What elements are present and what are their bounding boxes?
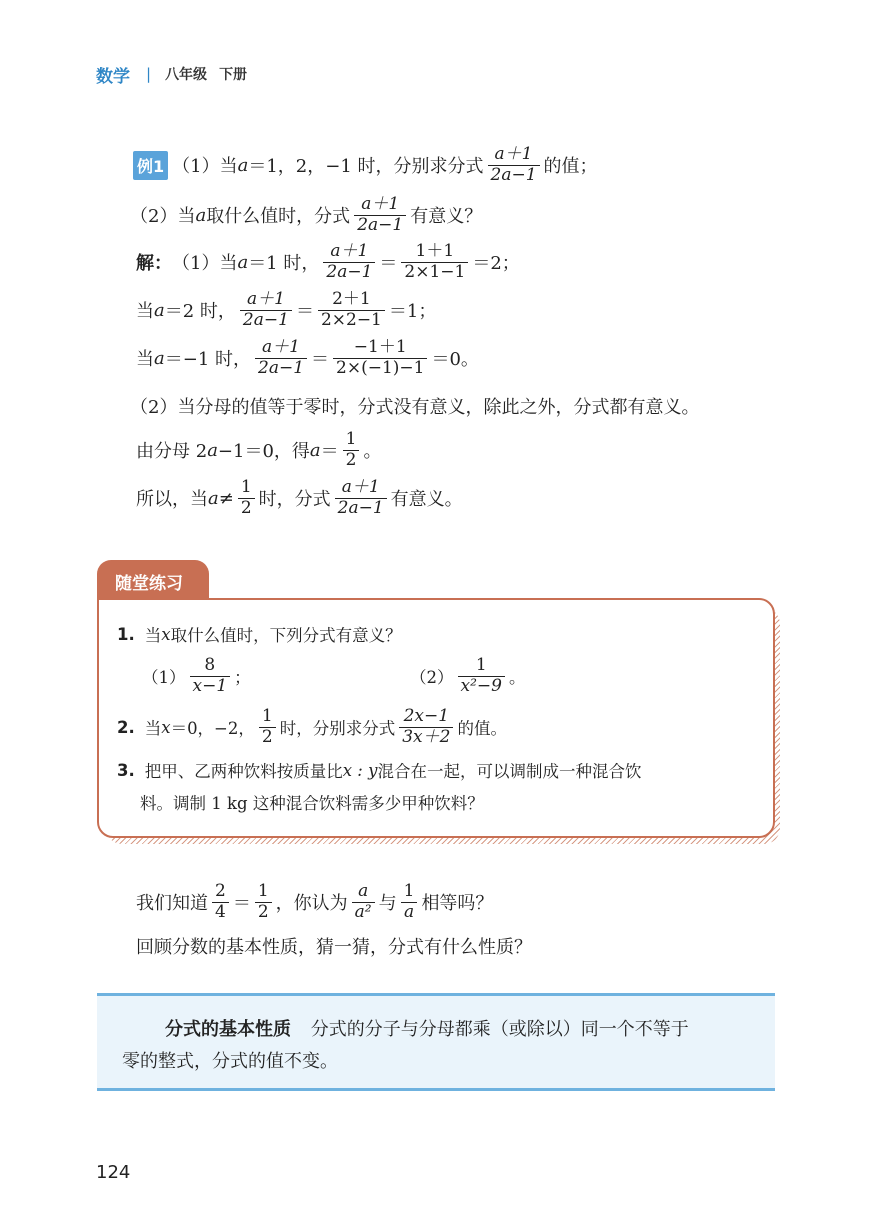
frac-den: 2×(−1)−1: [333, 358, 427, 378]
frac-den: x−1: [190, 676, 231, 696]
frac-den: 2a−1: [335, 498, 387, 518]
text: ＝−1 时，: [164, 349, 251, 371]
frac-den: 3x＋2: [399, 727, 453, 747]
question-number: 3.: [117, 760, 135, 780]
conclusion-line: [136, 479, 463, 518]
var-a: a: [154, 299, 165, 321]
frac-num: 1: [475, 655, 487, 675]
frac-num: 1: [257, 881, 269, 901]
think-line-1: [136, 883, 493, 922]
text: （2）当: [130, 206, 196, 228]
page-header: [96, 62, 247, 86]
text: ＝2；: [472, 253, 520, 275]
text: 料。调制 1 kg 这种混合饮料需多少甲种饮料？: [140, 794, 484, 813]
practice-q3-line2: [140, 790, 484, 814]
practice-title: 随堂练习: [115, 574, 183, 594]
grade-label: 八年级: [165, 67, 208, 83]
frac-den: 2×1−1: [401, 262, 468, 282]
text: 与: [378, 893, 397, 915]
fraction: [352, 883, 375, 922]
text: （2）: [410, 668, 454, 688]
frac-num: 8: [204, 655, 216, 675]
solution-line-3: 当 a ＝−1 时， $\frac{a+1}{2a-1}$ ＝ $\frac{-1+1}{2\times(-1)-1}$ ＝0。: [136, 337, 479, 378]
fraction: [212, 883, 229, 922]
fraction: [333, 339, 427, 378]
text: ＝2 时，: [164, 301, 236, 323]
frac-num: 1: [403, 881, 415, 901]
text: 取什么值时，下列分式有意义？: [170, 626, 402, 645]
frac-den: 2a−1: [323, 262, 375, 282]
fraction: [255, 339, 307, 378]
text: （1）当: [172, 156, 238, 178]
frac-den: 2: [238, 498, 255, 518]
page-number: 124: [96, 1162, 131, 1183]
solution-line-1: 解： （1）当 a ＝1 时， $\frac{a+1}{2a-1}$ ＝ $\frac{1+1}{2\times 1-1}$ ＝2；: [136, 241, 520, 282]
fraction: [259, 708, 276, 747]
text: 时，分别求分式: [279, 719, 396, 739]
var-a: a: [237, 154, 249, 176]
text: 当: [136, 349, 154, 371]
frac-num: 2x−1: [403, 706, 450, 726]
text: 的值；: [543, 156, 598, 178]
header-separator: |: [146, 65, 152, 83]
fraction: [401, 883, 418, 922]
text: ＝1，2，−1 时，分别求分式: [248, 156, 484, 178]
text: 。: [363, 441, 382, 463]
fraction: [399, 708, 453, 747]
denominator-zero-line: [136, 431, 381, 470]
var-a: a: [195, 204, 207, 226]
frac-num: 1＋1: [415, 241, 455, 261]
solution-line-2: 当 a ＝2 时， $\frac{a+1}{2a-1}$ ＝ $\frac{2+1}{2\times 2-1}$ ＝1；: [136, 289, 437, 330]
think-line-2: [136, 933, 532, 959]
question-number: 1.: [117, 624, 135, 644]
frac-den: 2a−1: [488, 165, 540, 185]
question-number: 2.: [117, 717, 135, 737]
example-badge: 例1: [133, 151, 168, 180]
frac-den: 2a−1: [255, 358, 307, 378]
frac-num: 1: [261, 706, 273, 726]
frac-num: −1＋1: [353, 337, 407, 357]
text: 当: [136, 301, 154, 323]
text: 分式的分子与分母都乘（或除以）同一个不等于: [310, 1019, 689, 1040]
text: 相等吗？: [421, 893, 494, 915]
text: （1）当: [172, 253, 238, 275]
property-line-2: [122, 1047, 338, 1073]
frac-den: 2: [259, 727, 276, 747]
fraction: [343, 431, 360, 470]
frac-den: 2: [255, 902, 272, 922]
var-a: a: [154, 347, 165, 369]
text: ＝1 时，: [248, 253, 320, 275]
text: 所以，当: [136, 489, 208, 511]
frac-num: a: [358, 881, 369, 901]
text: 零的整式，分式的值不变。: [122, 1051, 338, 1072]
fraction: [318, 291, 385, 330]
property-title: 分式的基本性质: [165, 1019, 291, 1040]
fraction: [238, 479, 255, 518]
var-a: a: [237, 251, 249, 273]
frac-num: a＋1: [330, 241, 369, 261]
practice-q3: [117, 758, 641, 782]
frac-den: a²: [352, 902, 375, 922]
text: 取什么值时，分式: [206, 206, 351, 228]
frac-num: 2＋1: [332, 289, 371, 309]
volume-label: 下册: [219, 67, 248, 83]
solution-label: 解：: [136, 253, 172, 275]
frac-num: a＋1: [494, 144, 533, 164]
var-a: a: [309, 439, 321, 461]
var-x: x: [161, 624, 171, 644]
text: 回顾分数的基本性质，猜一猜，分式有什么性质？: [136, 937, 532, 958]
text: ≠: [218, 487, 234, 509]
fraction: [401, 243, 468, 282]
property-box: [97, 993, 775, 1091]
frac-num: a＋1: [361, 194, 400, 214]
text: 有意义？: [410, 206, 483, 228]
text: 。: [508, 668, 526, 688]
frac-num: 1: [345, 429, 357, 449]
subject-label: 数学: [96, 66, 130, 87]
practice-q1-b: [410, 657, 525, 696]
fraction: [354, 196, 406, 235]
text: 由分母 2: [136, 441, 208, 463]
property-line-1: [165, 1015, 689, 1041]
frac-num: 1: [240, 477, 252, 497]
solution-part-2: [130, 393, 699, 419]
example-question-2: [130, 196, 482, 235]
text: ＝0，−2，: [170, 719, 255, 739]
text: 把甲、乙两种饮料按质量比: [144, 762, 343, 781]
fraction: [255, 883, 272, 922]
frac-den: 2×2−1: [318, 310, 385, 330]
text: 当: [144, 626, 162, 645]
practice-q1-a: [142, 657, 251, 696]
var-x: x: [161, 717, 171, 737]
text: −1＝0，得: [217, 441, 310, 463]
frac-den: a: [401, 902, 417, 922]
frac-num: a＋1: [262, 337, 300, 357]
text: ；: [234, 668, 251, 688]
text: 我们知道: [136, 893, 208, 915]
text: 当: [144, 719, 162, 739]
fraction: [190, 657, 231, 696]
text: （1）: [142, 668, 186, 688]
frac-den: 4: [212, 902, 229, 922]
frac-num: 2: [215, 881, 226, 901]
var-a: a: [207, 439, 218, 461]
ratio: x : y: [342, 760, 378, 780]
text: ＝: [320, 441, 339, 463]
example-question-1: [133, 146, 598, 185]
fraction: [323, 243, 375, 282]
text: ＝0。: [431, 349, 479, 371]
fraction: [335, 479, 387, 518]
practice-q2: [117, 708, 507, 747]
frac-den: 2: [343, 450, 360, 470]
var-a: a: [208, 487, 219, 509]
text: 的值。: [457, 719, 507, 739]
practice-q1: [117, 622, 402, 646]
text: 有意义。: [390, 489, 463, 511]
text: （2）当分母的值等于零时，分式没有意义，除此之外，分式都有意义。: [130, 397, 700, 418]
text: 时，分式: [258, 489, 331, 511]
frac-den: x²−9: [458, 676, 505, 696]
frac-den: 2a−1: [240, 310, 292, 330]
fraction: [458, 657, 505, 696]
fraction: [488, 146, 540, 185]
text: ，你认为: [275, 893, 348, 915]
text: 混合在一起，可以调制成一种混合饮: [377, 762, 642, 781]
text: ＝: [232, 893, 251, 915]
frac-den: 2a−1: [354, 215, 406, 235]
frac-num: a＋1: [341, 477, 380, 497]
text: ＝1；: [388, 301, 437, 323]
fraction: [240, 291, 292, 330]
frac-num: a＋1: [246, 289, 285, 309]
